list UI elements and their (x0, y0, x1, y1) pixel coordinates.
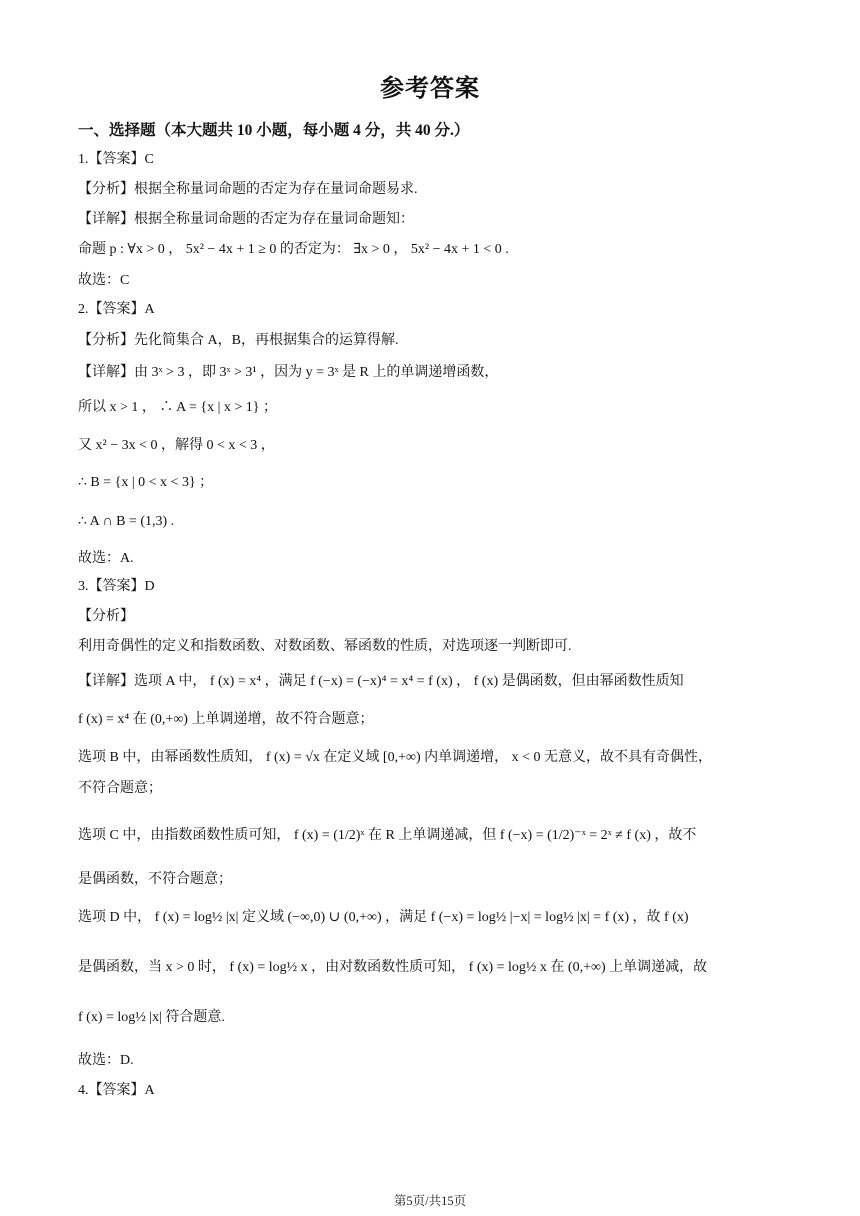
detail-line: f (x) = x⁴ 在 (0,+∞) 上单调递增，故不符合题意； (78, 712, 374, 727)
detail-line: 【详解】根据全称量词命题的否定为存在量词命题知： (78, 212, 414, 227)
choice-line: 故选：D. (78, 1053, 134, 1068)
formula-line: ∴ A ∩ B = (1,3) . (78, 514, 175, 529)
detail-line: 不符合题意； (78, 781, 162, 796)
answer-line: 1.【答案】C (78, 152, 154, 167)
analysis-line: 【分析】 (78, 609, 134, 624)
analysis-text: 利用奇偶性的定义和指数函数、对数函数、幂函数的性质，对选项逐一判断即可. (78, 639, 572, 654)
detail-line: 是偶函数，不符合题意； (78, 872, 232, 887)
formula-line: 又 x² − 3x < 0 ，解得 0 < x < 3 ， (78, 438, 275, 453)
answer-line: 4.【答案】A (78, 1083, 155, 1098)
answer-line: 2.【答案】A (78, 302, 155, 317)
detail-line: 选项 B 中，由幂函数性质知， f (x) = √x 在定义域 [0,+∞) 内单调递增， x < 0 无意义，故不具有奇偶性， (78, 750, 712, 765)
formula-line: ∴ B = {x | 0 < x < 3} ； (78, 475, 214, 490)
analysis-line: 【分析】先化简集合 A，B，再根据集合的运算得解. (78, 333, 399, 348)
detail-line: 选项 C 中，由指数函数性质可知， f (x) = (1/2)ˣ 在 R 上单调递减，但 f (−x) = (1/2)⁻ˣ = 2ˣ ≠ f (x) ，故不 (78, 828, 697, 843)
detail-line: 【详解】选项 A 中， f (x) = x⁴ ，满足 f (−x) = (−x)⁴ = x⁴ = f (x) ， f (x) 是偶函数，但由幂函数性质知 (78, 674, 684, 689)
formula-line: 所以 x > 1 ， ∴ A = {x | x > 1} ； (78, 400, 277, 415)
page-footer: 第5页/共15页 (393, 1194, 467, 1208)
formula-line: 命题 p : ∀x > 0 ， 5x² − 4x + 1 ≥ 0 的否定为： ∃x > 0 ， 5x² − 4x + 1 < 0 . (78, 242, 509, 257)
answer-line: 3.【答案】D (78, 579, 155, 594)
section-heading: 一、选择题（本大题共 10 小题，每小题 4 分，共 40 分.） (78, 122, 470, 139)
detail-line: 选项 D 中， f (x) = log½ |x| 定义域 (−∞,0) ∪ (0,+∞) ，满足 f (−x) = log½ |−x| = log½ |x| = f (x) ，故 f (x) (78, 910, 689, 925)
detail-line: 是偶函数，当 x > 0 时， f (x) = log½ x ，由对数函数性质可知， f (x) = log½ x 在 (0,+∞) 上单调递减，故 (78, 960, 708, 975)
page-title: 参考答案 (380, 76, 480, 102)
choice-line: 故选：C (78, 273, 130, 288)
analysis-line: 【分析】根据全称量词命题的否定为存在量词命题易求. (78, 182, 418, 197)
detail-line: f (x) = log½ |x| 符合题意. (78, 1010, 225, 1025)
choice-line: 故选：A. (78, 551, 134, 566)
detail-line: 【详解】由 3ˣ > 3 ，即 3ˣ > 3¹ ，因为 y = 3ˣ 是 R 上的单调递增函数， (78, 365, 499, 380)
